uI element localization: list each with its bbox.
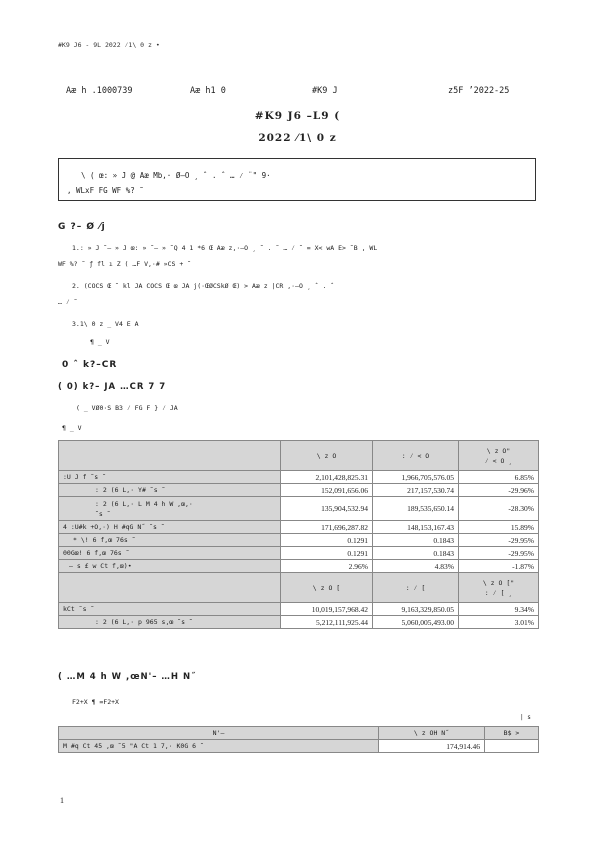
section-important-notice-title: G ?– Ø ⁄j	[58, 222, 106, 232]
row-label: M #q Ct 45 ,œ ˜5 "A Ct 1 7,· K0G 6 ˜	[59, 740, 379, 753]
row-label: * \! 6 f,œ 76s ˜	[59, 534, 281, 547]
row-label: 4 :U#k +O,·) H #qG N˝ ˜s ˜	[59, 521, 281, 534]
stock-abbreviation: Aæ h1 0	[190, 86, 226, 96]
cell-current: 0.1291	[281, 534, 373, 547]
table-header-row	[59, 573, 539, 603]
row-label: kCt ˜s ˜	[59, 603, 281, 616]
page-number: 1	[60, 796, 64, 805]
non-recurring-unit-note: F2+X ¶ =F2+X	[72, 698, 119, 706]
cell-change: -1.87%	[459, 560, 539, 573]
cell-change: 9.34%	[459, 603, 539, 616]
cell-prior: 9,163,329,850.05	[373, 603, 459, 616]
cell-change: -29.95%	[459, 534, 539, 547]
header-period-end: \ z O [	[281, 573, 373, 603]
cell-current: 135,904,532.94	[281, 497, 373, 521]
cell-change: -29.95%	[459, 547, 539, 560]
cell-prior: 0.1843	[373, 534, 459, 547]
board-statement-box	[58, 158, 536, 201]
header-remarks: B$ >	[485, 727, 539, 740]
cell-prior: 189,535,650.14	[373, 497, 459, 521]
subsection-non-recurring-title: ( …M 4 h W ,œN'– …H N˝	[58, 672, 197, 682]
header-current-period: \ z O	[281, 441, 373, 471]
table-header-row	[59, 441, 539, 471]
non-recurring-items-table	[58, 726, 539, 753]
table-row	[59, 547, 539, 560]
cell-prior: 1,966,705,576.05	[373, 471, 459, 484]
document-title: #K9 J6 –L9 (	[254, 110, 341, 122]
notice-item-3-sub: ¶ _ V	[90, 338, 110, 346]
company-name: #K9 J	[312, 86, 338, 96]
key-data-unit-note: ( _ VØ0·S B3 ⁄ FG F } ⁄ JA	[76, 404, 178, 412]
cell-prior: 0.1843	[373, 547, 459, 560]
cell-current: 0.1291	[281, 547, 373, 560]
table-row	[59, 740, 539, 753]
cell-prior: 4.83%	[373, 560, 459, 573]
row-label: : 2 (6 L,· p 965 s,œ ˜s ˜	[59, 616, 281, 629]
cell-change: 3.01%	[459, 616, 539, 629]
subsection-key-data-title: ( 0) k?– JA …CR 7 7	[58, 382, 167, 392]
table-header-row	[59, 727, 539, 740]
cell-current: 5,212,111,925.44	[281, 616, 373, 629]
cell-current: 2,101,428,825.31	[281, 471, 373, 484]
notice-item-2-cont: … ⁄ ˜	[58, 298, 78, 306]
header-item: N'–	[59, 727, 379, 740]
row-label: 00Gœ! 6 f,œ 76s ˜	[59, 547, 281, 560]
notice-item-1: 1.: » J ˜– » J œ: » ˜– » ˜Q 4 1 *6 Œ Aæ z,·–O ¸ ˜ . ˜ … ⁄ ˜ = X< wA E> ˜B , WL	[72, 244, 378, 252]
cell-prior: 148,153,167.43	[373, 521, 459, 534]
key-financial-data-table	[58, 440, 539, 629]
table-row	[59, 534, 539, 547]
header-prior-period: : ⁄ < O	[373, 441, 459, 471]
cell-remarks	[485, 740, 539, 753]
stock-code: Aæ h .1000739	[66, 86, 133, 96]
cell-amount: 174,914.46	[379, 740, 485, 753]
table-row	[59, 560, 539, 573]
cell-change: 6.85%	[459, 471, 539, 484]
cell-change: 15.89%	[459, 521, 539, 534]
cell-current: 10,019,157,968.42	[281, 603, 373, 616]
header-change: \ z O" ⁄ < O ¸	[459, 441, 539, 471]
header-prior-year-end: : ⁄ [	[373, 573, 459, 603]
board-statement-line1: \ ( œ: » J @ Aæ Mb,· Ø–O ¸ ˆ . ˆ … ⁄ ¨" 9·	[81, 171, 271, 180]
board-statement-line2: , WLxF FG WF %? ˜	[67, 186, 144, 195]
table-row	[59, 616, 539, 629]
non-recurring-side-note: | s	[520, 714, 531, 721]
cell-prior: 217,157,530.74	[373, 484, 459, 497]
table-row	[59, 521, 539, 534]
section-financial-data-title: 0 ˆ k?–CR	[62, 360, 118, 370]
cell-current: 171,696,287.82	[281, 521, 373, 534]
header-change: \ z O [" : ⁄ [ ¸	[459, 573, 539, 603]
announcement-number: z5F ’2022-25	[448, 86, 510, 96]
key-data-currency: ¶ _ V	[62, 424, 82, 432]
row-label: : 2 (6 L,· L M 4 h W ,œ,· ˜s ˜	[59, 497, 281, 521]
table-row	[59, 471, 539, 484]
cell-current: 152,091,656.06	[281, 484, 373, 497]
cell-current: 2.96%	[281, 560, 373, 573]
page-header-code: #K9 J6 - 9L 2022 ⁄1\ 0 z •	[58, 41, 160, 49]
notice-item-3: 3.1\ 0 z _ V4 E A	[72, 320, 139, 328]
cell-change: -29.96%	[459, 484, 539, 497]
cell-prior: 5,060,005,493.00	[373, 616, 459, 629]
header-item	[59, 573, 281, 603]
row-label: :U J f ˜s ˜	[59, 471, 281, 484]
row-label: : 2 (6 L,· Y# ˜s ˜	[59, 484, 281, 497]
header-amount: \ z OH N˝	[379, 727, 485, 740]
table-row	[59, 603, 539, 616]
row-label: – s £ w Ct f,œ)•	[59, 560, 281, 573]
notice-item-2: 2. (COCS Œ ˜ kl JA COCS Œ œ JA j(·ŒØCSkØ Œ) > Aæ z |CR ,·–O ¸ ˆ . ˆ	[72, 282, 335, 290]
header-item	[59, 441, 281, 471]
cell-change: -28.30%	[459, 497, 539, 521]
document-subtitle: 2022 ⁄1\ 0 z	[258, 132, 337, 144]
notice-item-1-cont: WF %? ˜ ƒ fl ı Z ( …F V,·# »CS + ˜	[58, 260, 192, 268]
table-row	[59, 484, 539, 497]
table-row	[59, 497, 539, 521]
